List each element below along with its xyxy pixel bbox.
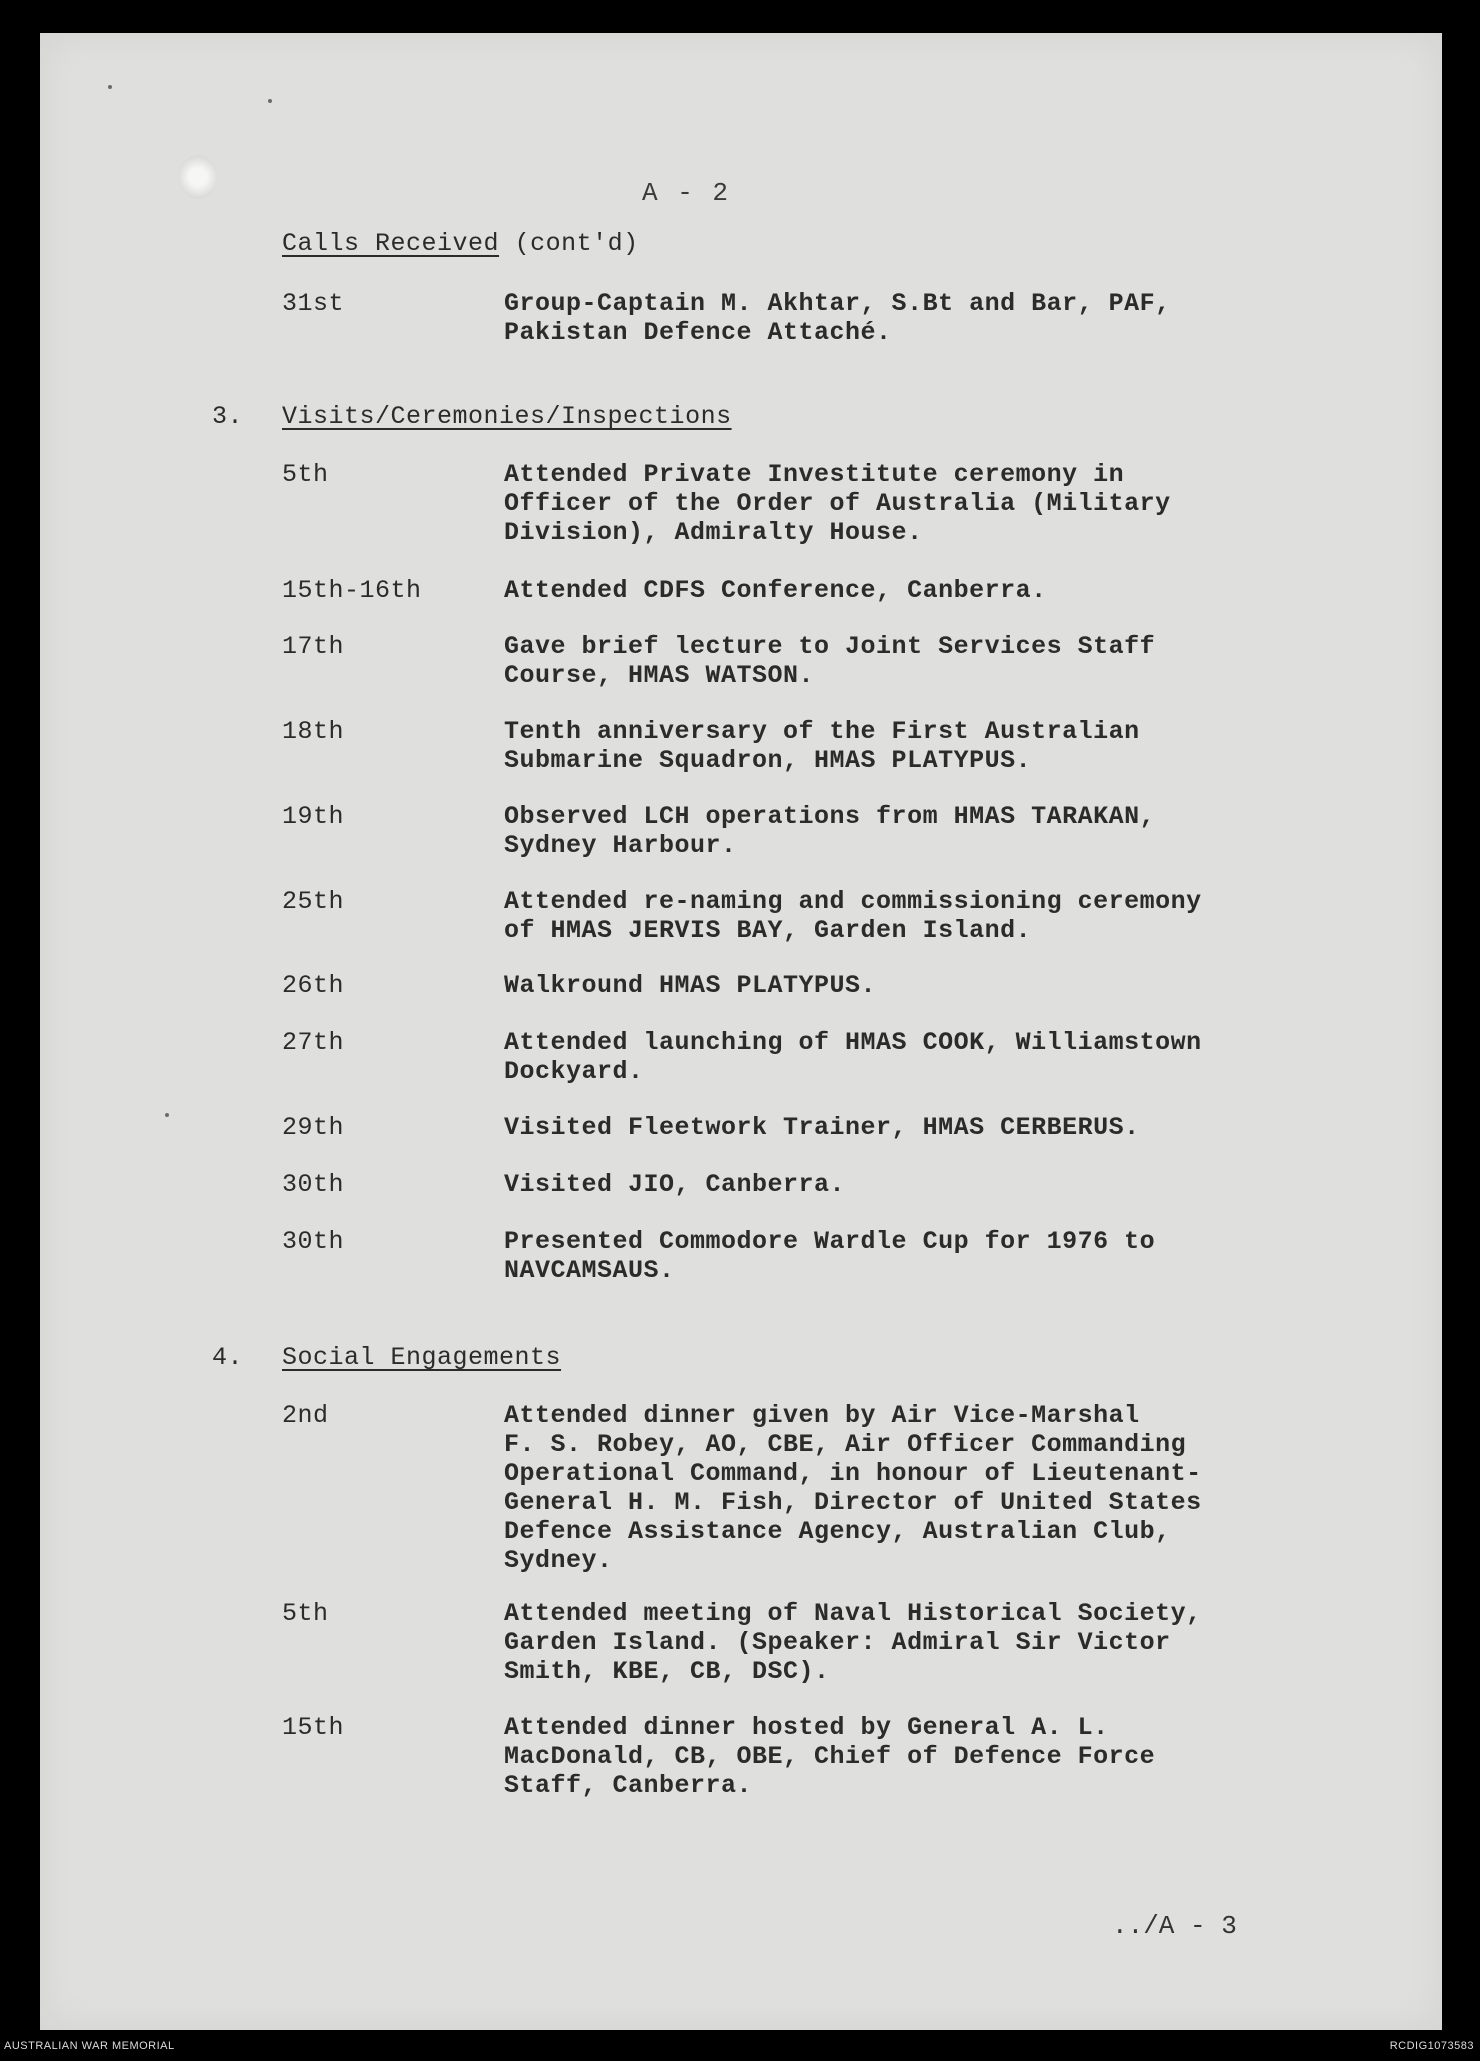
entry-date: 30th (282, 1227, 345, 1256)
entry-date: 5th (282, 460, 329, 489)
entry-text: Attended launching of HMAS COOK, Williamstown Dockyard. (504, 1028, 1202, 1086)
social-title: Social Engagements (282, 1343, 562, 1372)
entry-date: 19th (282, 802, 345, 831)
speck (268, 99, 272, 103)
entry-text: Walkround HMAS PLATYPUS. (504, 971, 877, 1000)
paper-smudge (178, 155, 218, 199)
entry-date: 15th (282, 1713, 345, 1742)
visits-heading (212, 402, 732, 431)
entry-text: Visited Fleetwork Trainer, HMAS CERBERUS. (504, 1113, 1140, 1142)
entry-text: Attended dinner given by Air Vice-Marshal F. S. Robey, AO, CBE, Air Officer Commanding Operational Command, in honour of Lieutenant- General H. M. Fish, Director of United States Defence Assistance Agency, Australian Club, Sydney. (504, 1401, 1202, 1575)
entry-text: Attended CDFS Conference, Canberra. (504, 576, 1047, 605)
entry-text: Group-Captain M. Akhtar, S.Bt and Bar, PAF, Pakistan Defence Attaché. (504, 289, 1171, 347)
entry-date: 30th (282, 1170, 345, 1199)
visits-title: Visits/Ceremonies/Inspections (282, 402, 732, 431)
entry-date: 18th (282, 717, 345, 746)
entry-text: Presented Commodore Wardle Cup for 1976 to NAVCAMSAUS. (504, 1227, 1156, 1285)
entry-text: Attended dinner hosted by General A. L. MacDonald, CB, OBE, Chief of Defence Force Staff, Canberra. (504, 1713, 1156, 1800)
entry-date: 26th (282, 971, 345, 1000)
entry-date: 15th-16th (282, 576, 422, 605)
section-number: 4. (212, 1343, 244, 1372)
footer-source: AUSTRALIAN WAR MEMORIAL (4, 2040, 175, 2052)
footer-reference: RCDIG1073583 (1389, 2040, 1474, 2052)
entry-text: Attended Private Investitute ceremony in Officer of the Order of Australia (Military Division), Admiralty House. (504, 460, 1171, 547)
entry-text: Gave brief lecture to Joint Services Staff Course, HMAS WATSON. (504, 632, 1156, 690)
entry-date: 17th (282, 632, 345, 661)
section-number: 3. (212, 402, 244, 431)
entry-text: Attended re-naming and commissioning ceremony of HMAS JERVIS BAY, Garden Island. (504, 887, 1202, 945)
entry-date: 29th (282, 1113, 345, 1142)
page-number: A - 2 (642, 178, 731, 208)
entry-text: Attended meeting of Naval Historical Society, Garden Island. (Speaker: Admiral Sir Victor Smith, KBE, CB, DSC). (504, 1599, 1202, 1686)
entry-date: 31st (282, 289, 345, 318)
document-page (40, 33, 1442, 2030)
calls-received-heading (282, 229, 639, 258)
speck (108, 85, 112, 89)
speck (165, 1113, 169, 1117)
entry-text: Visited JIO, Canberra. (504, 1170, 846, 1199)
entry-text: Tenth anniversary of the First Australian Submarine Squadron, HMAS PLATYPUS. (504, 717, 1140, 775)
entry-date: 2nd (282, 1401, 329, 1430)
entry-date: 27th (282, 1028, 345, 1057)
continuation-marker: ../A - 3 (1112, 1911, 1237, 1941)
entry-date: 5th (282, 1599, 329, 1628)
social-heading (212, 1343, 562, 1372)
calls-received-title: Calls Received (282, 229, 500, 258)
entry-text: Observed LCH operations from HMAS TARAKAN, Sydney Harbour. (504, 802, 1156, 860)
calls-received-suffix: (cont'd) (514, 229, 639, 258)
entry-date: 25th (282, 887, 345, 916)
